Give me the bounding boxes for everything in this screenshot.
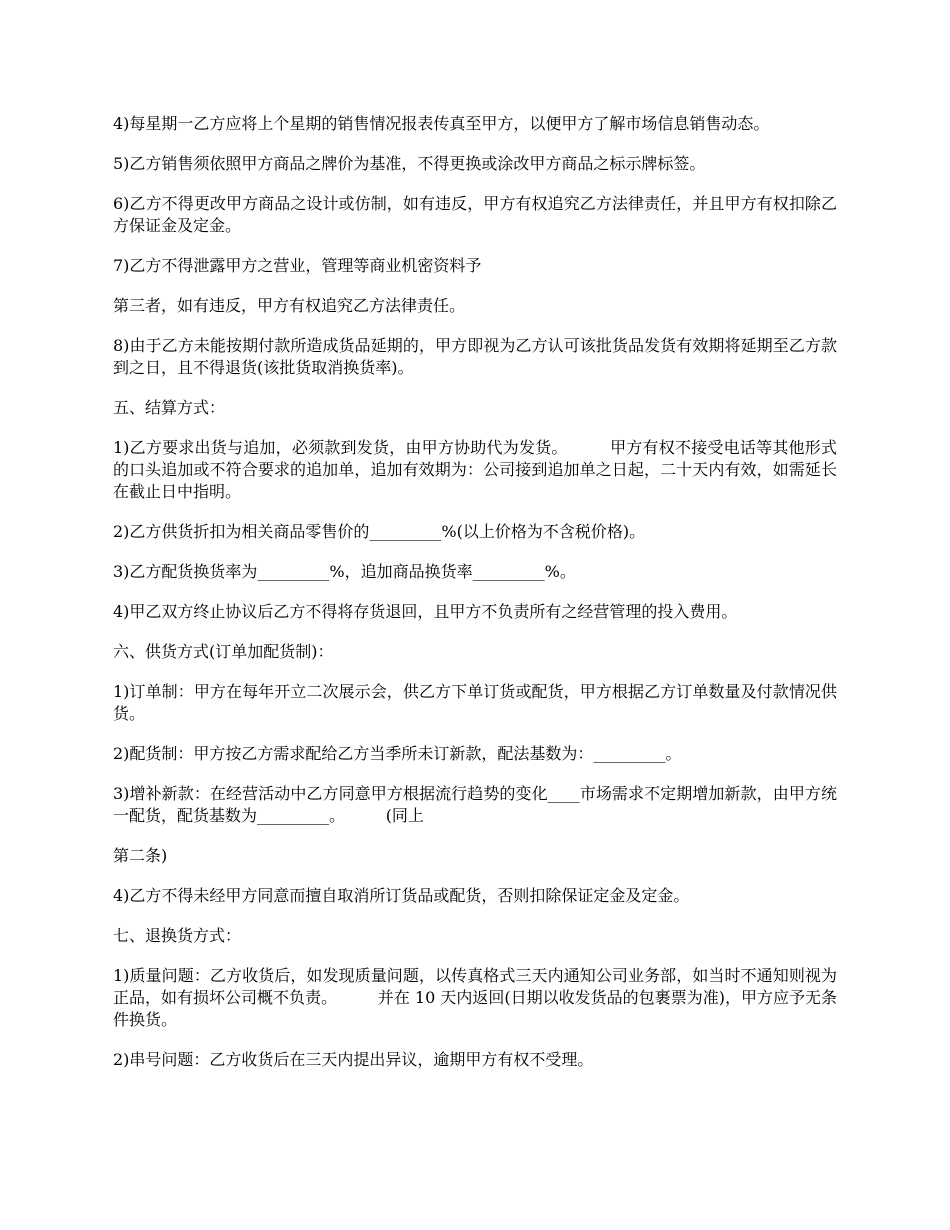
paragraph-serial-issue: 2)串号问题：乙方收货后在三天内提出异议，逾期甲方有权不受理。: [113, 1050, 594, 1069]
section-heading-settlement: 五、结算方式：: [113, 398, 226, 417]
paragraph-weekly-sales-report: 4)每星期一乙方应将上个星期的销售情况报表传真至甲方，以便甲方了解市场信息销售动态。: [113, 114, 770, 133]
paragraph-exchange-rate: 3)乙方配货换货率为_________%，追加商品换货率_________%。: [113, 562, 576, 581]
paragraph-article-two: 第二条): [113, 846, 168, 865]
paragraph-order-system: 1)订单制：甲方在每年开立二次展示会，供乙方下单订货或配货，甲方根据乙方订单数量及付款情况供货。: [113, 682, 837, 723]
section-heading-returns: 七、退换货方式：: [113, 926, 242, 945]
paragraph-no-design-change: 6)乙方不得更改甲方商品之设计或仿制，如有违反，甲方有权追究乙方法律责任，并且甲方有权扣除乙方保证金及定金。: [113, 194, 837, 235]
paragraph-third-party: 第三者，如有违反，甲方有权追究乙方法律责任。: [113, 296, 466, 315]
document-page: [113, 113, 837, 1089]
paragraph-supply-discount: 2)乙方供货折扣为相关商品零售价的_________%(以上价格为不含税价格)。: [113, 522, 646, 541]
paragraph-confidentiality: 7)乙方不得泄露甲方之营业，管理等商业机密资料予: [113, 256, 482, 275]
paragraph-price-standard: 5)乙方销售须依照甲方商品之牌价为基准，不得更换或涂改甲方商品之标示牌标签。: [113, 154, 706, 173]
paragraph-no-cancellation: 4)乙方不得未经甲方同意而擅自取消所订货品或配货，否则扣除保证定金及定金。: [113, 886, 690, 905]
section-heading-supply-method: 六、供货方式(订单加配货制)：: [113, 642, 334, 661]
paragraph-termination: 4)甲乙双方终止协议后乙方不得将存货退回，且甲方不负责所有之经营管理的投入费用。: [113, 602, 738, 621]
paragraph-new-styles: 3)增补新款：在经营活动中乙方同意甲方根据流行趋势的变化____市场需求不定期增加新款，由甲方统一配货，配货基数为_________。 (同上: [113, 784, 837, 825]
paragraph-allocation-system: 2)配货制：甲方按乙方需求配给乙方当季所未订新款，配法基数为：_________。: [113, 744, 682, 763]
paragraph-late-payment: 8)由于乙方未能按期付款所造成货品延期的，甲方即视为乙方认可该批货品发货有效期将延期至乙方款到之日，且不得退货(该批货取消换货率)。: [113, 336, 837, 377]
paragraph-quality-issue: 1)质量问题：乙方收货后，如发现质量问题，以传真格式三天内通知公司业务部，如当时不通知则视为正品，如有损坏公司概不负责。 并在 10 天内返回(日期以收发货品的包裹票为准)，甲方应予无条件换货。: [113, 966, 837, 1029]
paragraph-shipping-payment: 1)乙方要求出货与追加，必须款到发货，由甲方协助代为发货。 甲方有权不接受电话等其他形式的口头追加或不符合要求的追加单，追加有效期为：公司接到追加单之日起，二十天内有效，如需延长在截止日中指明。: [113, 438, 837, 501]
